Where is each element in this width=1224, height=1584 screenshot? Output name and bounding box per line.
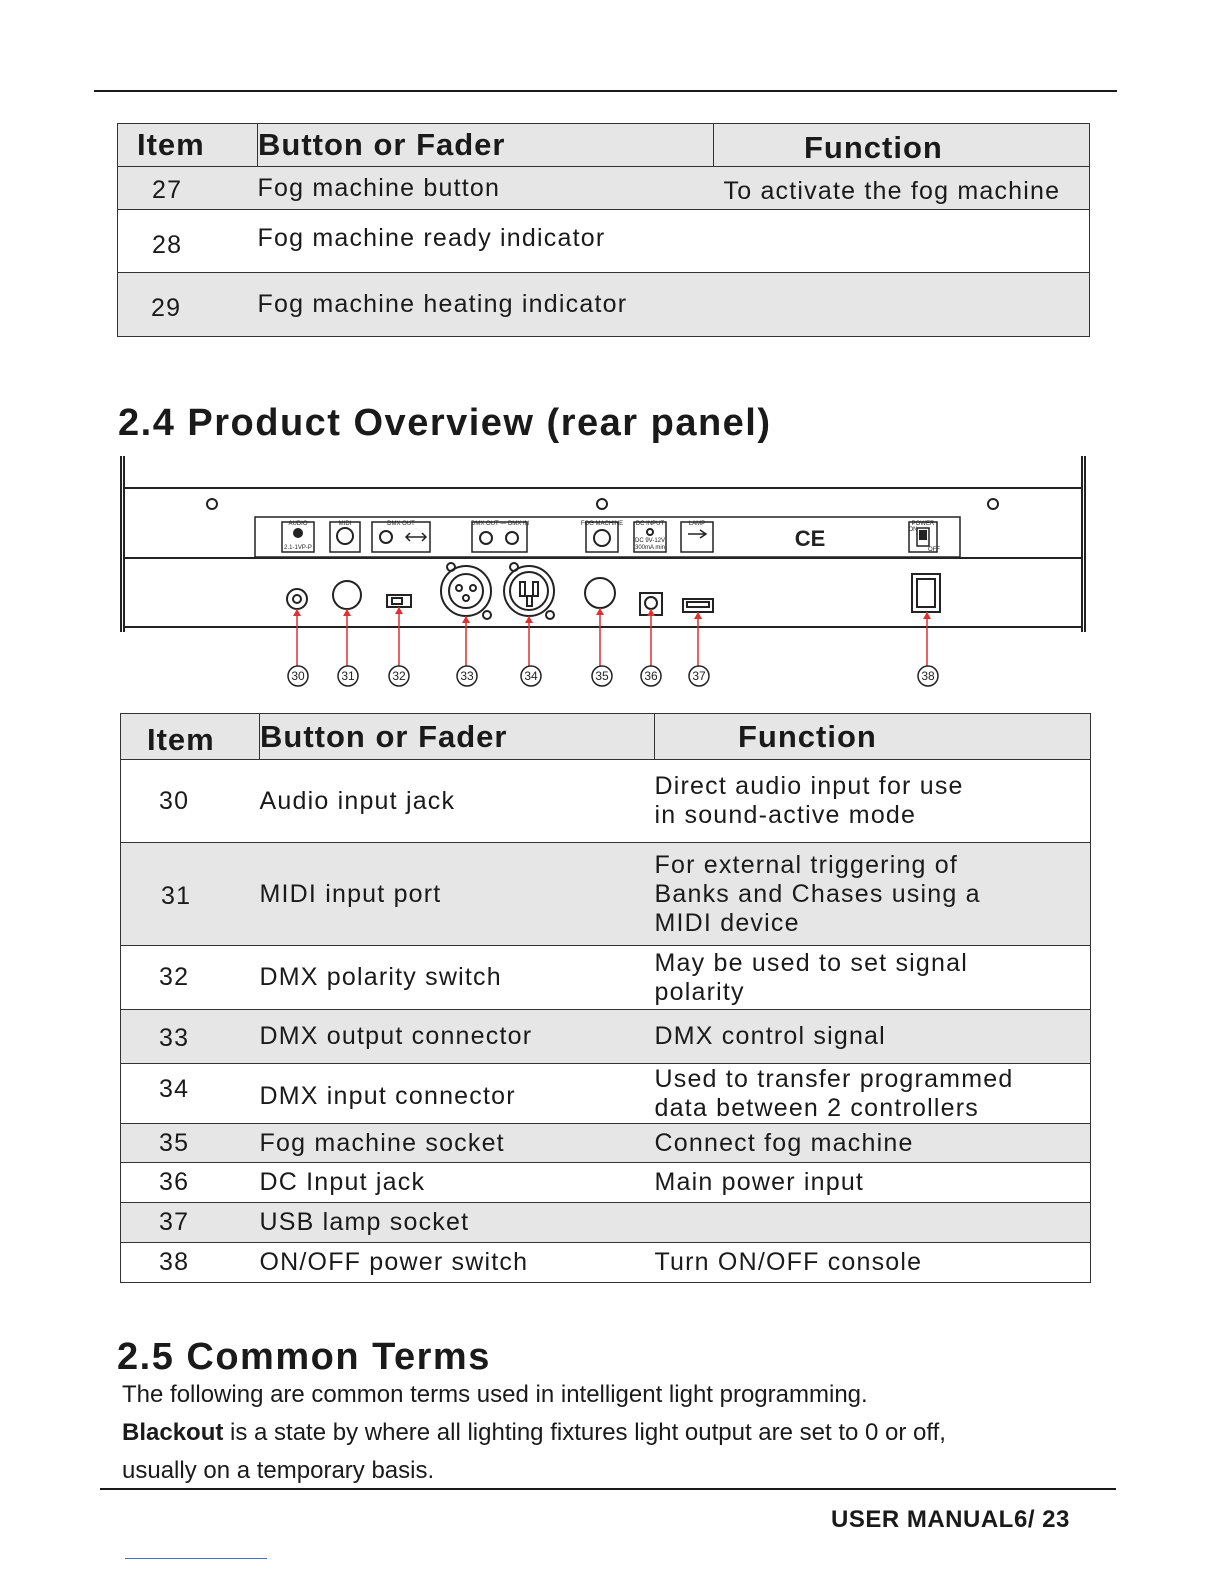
row-control: DMX polarity switch [260,946,655,1010]
function-line: MIDI device [654,908,800,937]
label-lamp: LAMP [688,521,706,527]
function-line: Banks and Chases using a [654,879,981,908]
table-row [121,1203,1091,1243]
row-item: 28 [118,210,258,273]
polarity-switch-icon [387,595,411,607]
table-row [121,946,1091,1010]
row-function [714,273,1090,337]
label-fog-machine: FOG MACHINE [580,521,624,527]
label-audio: AUDIO [288,521,308,527]
row-control: Fog machine button [258,167,714,210]
section-title-rear-panel: 2.4 Product Overview (rear panel) [118,402,772,444]
header-control: Button or Fader [258,124,714,167]
fog-controls-table [117,123,1090,337]
row-control: Fog machine socket [260,1124,655,1163]
header-function: Function [655,714,1091,760]
row-item: 31 [121,843,260,946]
function-line: Used to transfer programmed [654,1064,1014,1093]
row-function: To activate the fog machine [714,167,1090,210]
table-row [121,1163,1091,1203]
row-control: USB lamp socket [260,1203,655,1243]
label-dc-input: DC INPUT [635,521,665,527]
header-rule [94,90,1117,92]
mounting-hole [597,499,607,509]
label-power-off: OFF [928,547,940,553]
rear-panel-table [120,713,1091,1283]
ce-mark: CE [794,526,826,551]
midi-port-icon [333,581,361,609]
callout-30: 30 [291,669,305,683]
dmx-in-connector-icon [504,566,554,616]
row-item: 27 [118,167,258,210]
function-line: Turn ON/OFF console [654,1248,923,1276]
callout-37: 37 [692,669,706,683]
row-item: 34 [121,1064,260,1124]
row-item: 30 [121,760,260,843]
table-row [118,273,1090,337]
row-function [655,1124,1091,1163]
label-dmx-out: DMX OUT [387,521,415,527]
blackout-definition [122,1414,946,1452]
term-blackout: Blackout [122,1419,224,1446]
label-midi: MIDI [338,521,352,527]
row-item: 37 [121,1203,260,1243]
row-function [655,946,1091,1010]
blackout-definition-text: is a state by where all lighting fixtures light output are set to 0 or off, [223,1419,946,1446]
table-row [118,210,1090,273]
row-control: DMX input connector [260,1064,655,1124]
row-function [655,1064,1091,1124]
function-line: DMX control signal [654,1022,886,1050]
label-dc-current: 300mA min [634,545,666,551]
section-title-common-terms: 2.5 Common Terms [117,1336,491,1378]
callout-34: 34 [524,669,538,683]
callout-32: 32 [392,669,406,683]
callout-33: 33 [460,669,474,683]
footer-link-underline [125,1558,267,1559]
row-function [655,760,1091,843]
fog-socket-icon [585,578,615,608]
function-line: Connect fog machine [654,1128,914,1157]
row-control: Fog machine ready indicator [258,210,714,273]
row-item: 38 [121,1243,260,1283]
header-function: Function [714,124,1090,167]
label-dmx-out-in: DMX OUT — DMX IN [471,521,529,527]
callout-31: 31 [341,669,355,683]
footer-manual-label: USER MANUAL [831,1506,1014,1533]
blackout-definition-continued: usually on a temporary basis. [122,1457,435,1484]
label-audio-spec: 2.1-1VP-P [284,545,312,551]
table-row [121,843,1091,946]
row-item: 36 [121,1163,260,1203]
table-header-row [121,714,1091,760]
table-row [121,1064,1091,1124]
header-item: Item [118,124,258,167]
label-dc-spec: DC 9V-12V [634,538,666,544]
function-line: polarity [654,977,745,1006]
function-line: in sound-active mode [654,801,917,829]
table-row [121,1124,1091,1163]
table-header-row [118,124,1090,167]
callout-35: 35 [595,669,609,683]
function-line: Direct audio input for use [654,772,964,800]
row-control: Fog machine heating indicator [258,273,714,337]
function-line: May be used to set signal [654,948,968,977]
label-power: POWER [911,521,935,527]
footer-page-number: 6/ 23 [1014,1506,1070,1533]
rear-panel-diagram [110,450,1100,695]
table-row [121,1243,1091,1283]
table-row [121,760,1091,843]
mounting-hole [207,499,217,509]
table-row [121,1010,1091,1064]
row-item: 35 [121,1124,260,1163]
row-item: 32 [121,946,260,1010]
row-function [655,1163,1091,1203]
callout-38: 38 [921,669,935,683]
function-line: For external triggering of [654,850,959,879]
row-control: ON/OFF power switch [260,1243,655,1283]
row-function [655,843,1091,946]
row-function [714,210,1090,273]
label-power-on: ON [908,527,918,533]
row-control: DC Input jack [260,1163,655,1203]
common-terms-intro: The following are common terms used in intelligent light programming. [122,1381,868,1408]
footer-rule [100,1488,1116,1490]
header-item: Item [121,714,260,760]
row-control: MIDI input port [260,843,655,946]
row-control: DMX output connector [260,1010,655,1064]
row-item: 29 [118,273,258,337]
row-function [655,1010,1091,1064]
table-row [118,167,1090,210]
mounting-hole [988,499,998,509]
function-line: Main power input [654,1168,865,1196]
function-line: data between 2 controllers [654,1093,979,1122]
row-function [655,1243,1091,1283]
row-control: Audio input jack [260,760,655,843]
header-control: Button or Fader [260,714,655,760]
row-function [655,1203,1091,1243]
row-item: 33 [121,1010,260,1064]
audio-jack-icon [287,589,307,609]
callout-36: 36 [644,669,658,683]
